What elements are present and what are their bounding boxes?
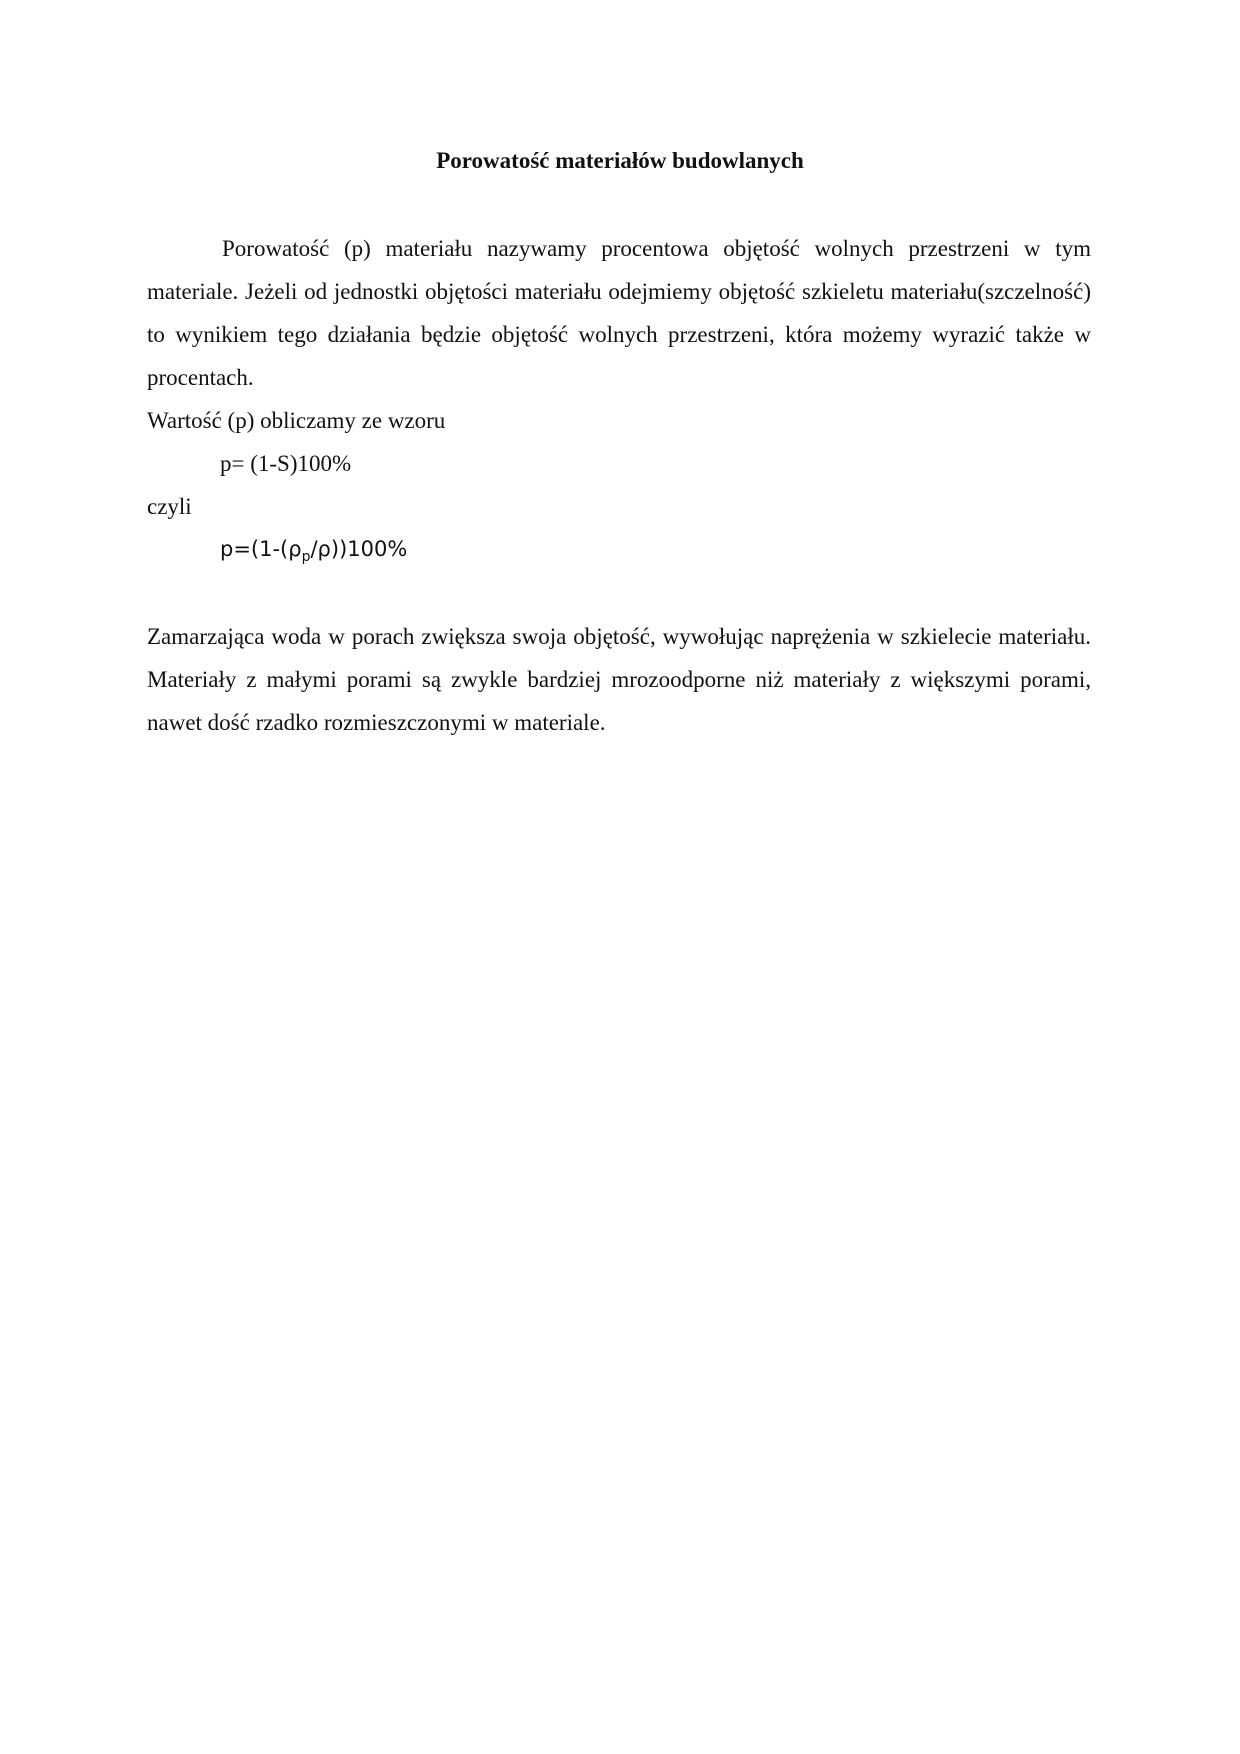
document-body-second (147, 615, 1091, 744)
formula-porosity: p= (1-S)100% (220, 451, 352, 476)
document-title: Porowatość materiałów budowlanych (436, 148, 804, 173)
formula-prefix: p=(1-(ρ (220, 537, 302, 561)
formula-subscript: p (301, 549, 311, 565)
paragraph-frost-resistance: Zamarzająca woda w porach zwiększa swoja objętość, wywołując naprężenia w szkielecie materiału. Materiały z małymi porami są zwykle bardziej mrozoodporne niż materiały z większymi porami, nawet dość rzadko rozmieszczonymi w materiale. (147, 624, 1091, 735)
connector-text: czyli (147, 494, 192, 519)
formula-suffix: /ρ))100% (310, 537, 408, 561)
paragraph-porosity-definition: Porowatość (p) materiału nazywamy procentowa objętość wolnych przestrzeni w tym materiale. Jeżeli od jednostki objętości materiału odejmiemy objętość szkieletu materiału(szczelność) to wynikiem tego działania będzie objętość wolnych przestrzeni, która możemy wyrazić także w procentach. (147, 236, 1091, 390)
document-body (147, 227, 1091, 571)
formula-porosity-density (147, 528, 1091, 571)
formula-intro: Wartość (p) obliczamy ze wzoru (147, 408, 446, 433)
